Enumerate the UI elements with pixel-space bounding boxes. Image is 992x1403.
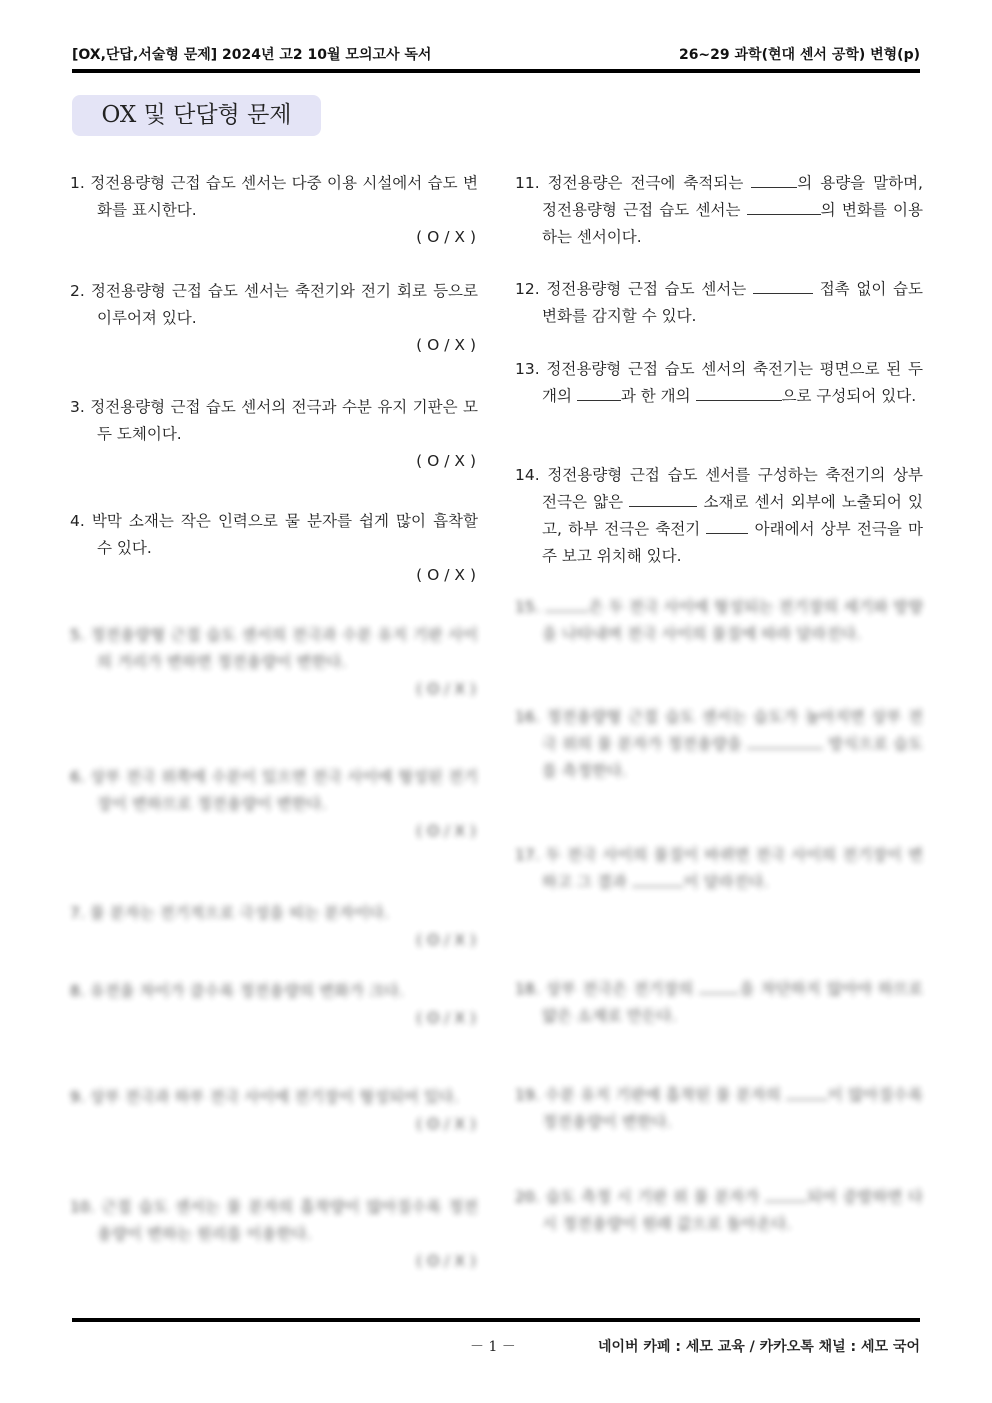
question-18: 18. 상부 전극은 전기장의 을 차단하지 않아야 하므로 얇은 소재로 만든다. [515, 980, 923, 1025]
question-15: 15. 은 두 전극 사이에 형성되는 전기장의 세기와 방향을 나타내며 전극 사이의 물질에 따라 달라진다. [515, 598, 923, 643]
question-10: 10. 근접 습도 센서는 물 분자의 흡착량이 많아질수록 정전용량이 변하는 원리를 이용한다. ( O / X ) [70, 1194, 478, 1275]
header-passage-title: 26~29 과학(현대 센서 공학) 변형(p) [678, 47, 920, 63]
question-6: 6. 상부 전극 위쪽에 수분이 있으면 전극 사이에 형성된 전기장이 변하므로 정전용량이 변한다. ( O / X ) [70, 764, 478, 845]
answer-blank[interactable] [753, 278, 813, 294]
ox-answer[interactable]: ( O / X ) [416, 452, 476, 470]
ox-answer[interactable]: ( O / X ) [416, 822, 476, 840]
question-12: 12. 정전용량형 근접 습도 센서는 접촉 없이 습도 변화를 감지할 수 있다. [515, 280, 924, 325]
answer-blank[interactable] [747, 199, 821, 215]
question-4: 4. 박막 소재는 작은 인력으로 물 분자를 쉽게 많이 흡착할 수 있다. ( O / X ) [70, 508, 478, 589]
answer-blank[interactable] [699, 978, 739, 994]
question-9: 9. 상부 전극과 하부 전극 사이에 전기장이 형성되어 있다. ( O / X ) [70, 1084, 478, 1138]
question-20: 20. 습도 측정 시 기판 위 물 분자가 되어 증발하면 다시 정전용량이 원래 값으로 돌아온다. [515, 1188, 923, 1233]
question-1: 1. 정전용량형 근접 습도 센서는 다중 이용 시설에서 습도 변화를 표시한다. ( O / X ) [70, 170, 478, 251]
question-3: 3. 정전용량형 근접 습도 센서의 전극과 수분 유지 기판은 모두 도체이다. ( O / X ) [70, 394, 478, 475]
ox-answer[interactable]: ( O / X ) [416, 336, 476, 354]
header-divider [72, 69, 920, 73]
ox-answer[interactable]: ( O / X ) [416, 931, 476, 949]
answer-blank[interactable] [786, 1084, 828, 1100]
ox-answer[interactable]: ( O / X ) [416, 680, 476, 698]
question-13: 13. 정전용량형 근접 습도 센서의 축전기는 평면으로 된 두 개의 과 한 개의 으로 구성되어 있다. [515, 360, 923, 405]
question-11: 11. 정전용량은 전극에 축적되는 의 용량을 말하며, 정전용량형 근접 습도 센서는 의 변화를 이용하는 센서이다. [515, 174, 923, 246]
footer-divider [72, 1318, 920, 1322]
answer-blank[interactable] [629, 491, 697, 507]
answer-blank[interactable] [747, 733, 823, 749]
question-7: 7. 물 분자는 전기적으로 극성을 띠는 분자이다. ( O / X ) [70, 900, 478, 954]
ox-answer[interactable]: ( O / X ) [416, 566, 476, 584]
header-exam-title: [OX,단답,서술형 문제] 2024년 고2 10월 모의고사 독서 [72, 47, 432, 63]
answer-blank[interactable] [765, 1186, 807, 1202]
answer-blank[interactable] [706, 518, 748, 534]
question-14: 14. 정전용량형 근접 습도 센서를 구성하는 축전기의 상부 전극은 얇은 소재로 센서 외부에 노출되어 있고, 하부 전극은 축전기 아래에서 상부 전극을 마주 보고 위치해 있다. [515, 466, 923, 565]
answer-blank[interactable] [696, 385, 782, 401]
ox-answer[interactable]: ( O / X ) [416, 228, 476, 246]
question-19: 19. 수분 유지 기판에 흡착된 물 분자의 이 많아질수록 정전용량이 변한다. [515, 1086, 923, 1131]
ox-answer[interactable]: ( O / X ) [416, 1115, 476, 1133]
answer-blank[interactable] [751, 172, 797, 188]
footer-credit: 네이버 카페 : 세모 교육 / 카카오톡 채널 : 세모 국어 [597, 1339, 920, 1355]
page-header [72, 44, 920, 68]
answer-blank[interactable] [577, 385, 621, 401]
question-5: 5. 정전용량형 근접 습도 센서의 전극과 수분 유지 기판 사이의 거리가 변하면 정전용량이 변한다. ( O / X ) [70, 622, 478, 703]
section-title: OX 및 단답형 문제 [72, 95, 321, 136]
page-number: － 1 － [470, 1339, 516, 1355]
ox-answer[interactable]: ( O / X ) [416, 1009, 476, 1027]
answer-blank[interactable] [545, 596, 589, 612]
ox-answer[interactable]: ( O / X ) [416, 1252, 476, 1270]
question-16: 16. 정전용량형 근접 습도 센서는 습도가 높아지면 상부 전극 위의 물 분자가 정전용량을 방식으로 습도를 측정한다. [515, 708, 923, 780]
answer-blank[interactable] [632, 871, 684, 887]
question-8: 8. 유전율 차이가 클수록 정전용량의 변화가 크다. ( O / X ) [70, 978, 478, 1032]
question-2: 2. 정전용량형 근접 습도 센서는 축전기와 전기 회로 등으로 이루어져 있다. ( O / X ) [70, 278, 478, 359]
page-footer [72, 1336, 920, 1358]
question-17: 17. 두 전극 사이의 물질이 바뀌면 전극 사이의 전기장이 변하고 그 결과 이 달라진다. [515, 846, 923, 891]
